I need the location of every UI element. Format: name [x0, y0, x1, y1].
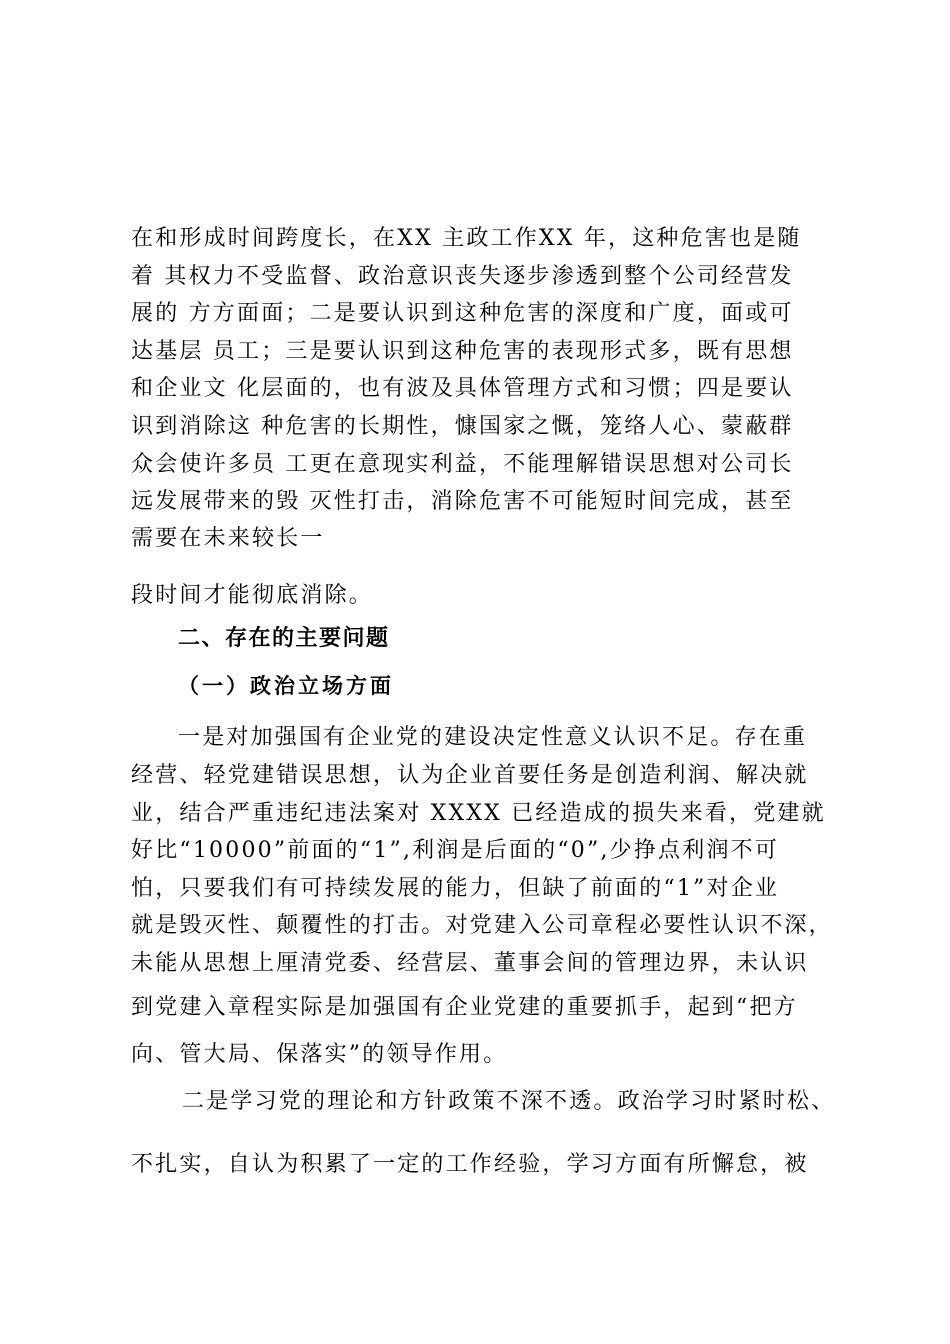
- text-line: 未能从思想上厘清党委、经营层、董事会间的管理边界，未认识: [131, 951, 809, 976]
- text-line: 众会使许多员 工更在意现实利益，不能理解错误思想对公司长: [131, 452, 794, 477]
- subsection-heading: （一）政治立场方面: [178, 673, 394, 698]
- text-line: 和企业文 化层面的，也有波及具体管理方式和习惯；四是要认: [131, 376, 794, 401]
- text-line: 远发展带来的毁 灭性打击，消除危害不可能短时间完成，甚至: [131, 489, 794, 514]
- text-line: 一是对加强国有企业党的建设决定性意义认识不足。存在重: [178, 725, 808, 750]
- text-line: 在和形成时间跨度长，在XX 主政工作XX 年，这种危害也是随: [131, 226, 802, 251]
- text-line: 着 其权力不受监督、政治意识丧失逐步渗透到整个公司经营发: [131, 264, 794, 289]
- text-line: 达基层 员工；三是要认识到这种危害的表现形式多，既有思想: [131, 339, 794, 364]
- text-line: 二是学习党的理论和方针政策不深不透。政治学习时紧时松、: [182, 1089, 836, 1114]
- text-line: 怕，只要我们有可持续发展的能力，但缺了前面的“1”对企业: [131, 876, 780, 901]
- text-line: 不扎实，自认为积累了一定的工作经验，学习方面有所懈怠，被: [131, 1152, 809, 1177]
- text-line: 展的 方方面面；二是要认识到这种危害的深度和广度，面或可: [131, 301, 794, 326]
- text-line: 就是毁灭性、颠覆性的打击。对党建入公司章程必要性认识不深，: [131, 913, 833, 938]
- text-line: 向、管大局、保落实”的领导作用。: [131, 1042, 508, 1067]
- text-line: 需要在未来较长一: [131, 526, 325, 551]
- text-line: 业，结合严重违纪违法案对 XXXX 已经造成的损失来看，党建就: [131, 801, 826, 826]
- text-line: 到党建入章程实际是加强国有企业党建的重要抓手，起到“把方: [131, 995, 798, 1020]
- section-heading: 二、存在的主要问题: [178, 626, 390, 651]
- text-line: 段时间才能彻底消除。: [131, 583, 374, 608]
- text-line: 好比“10000”前面的“1”,利润是后面的“0”,少挣点利润不可: [131, 838, 780, 863]
- text-line: 经营、轻党建错误思想，认为企业首要任务是创造利润、解决就: [131, 763, 809, 788]
- text-line: 识到消除这 种危害的长期性，慷国家之慨，笼络人心、蒙蔽群: [131, 414, 794, 439]
